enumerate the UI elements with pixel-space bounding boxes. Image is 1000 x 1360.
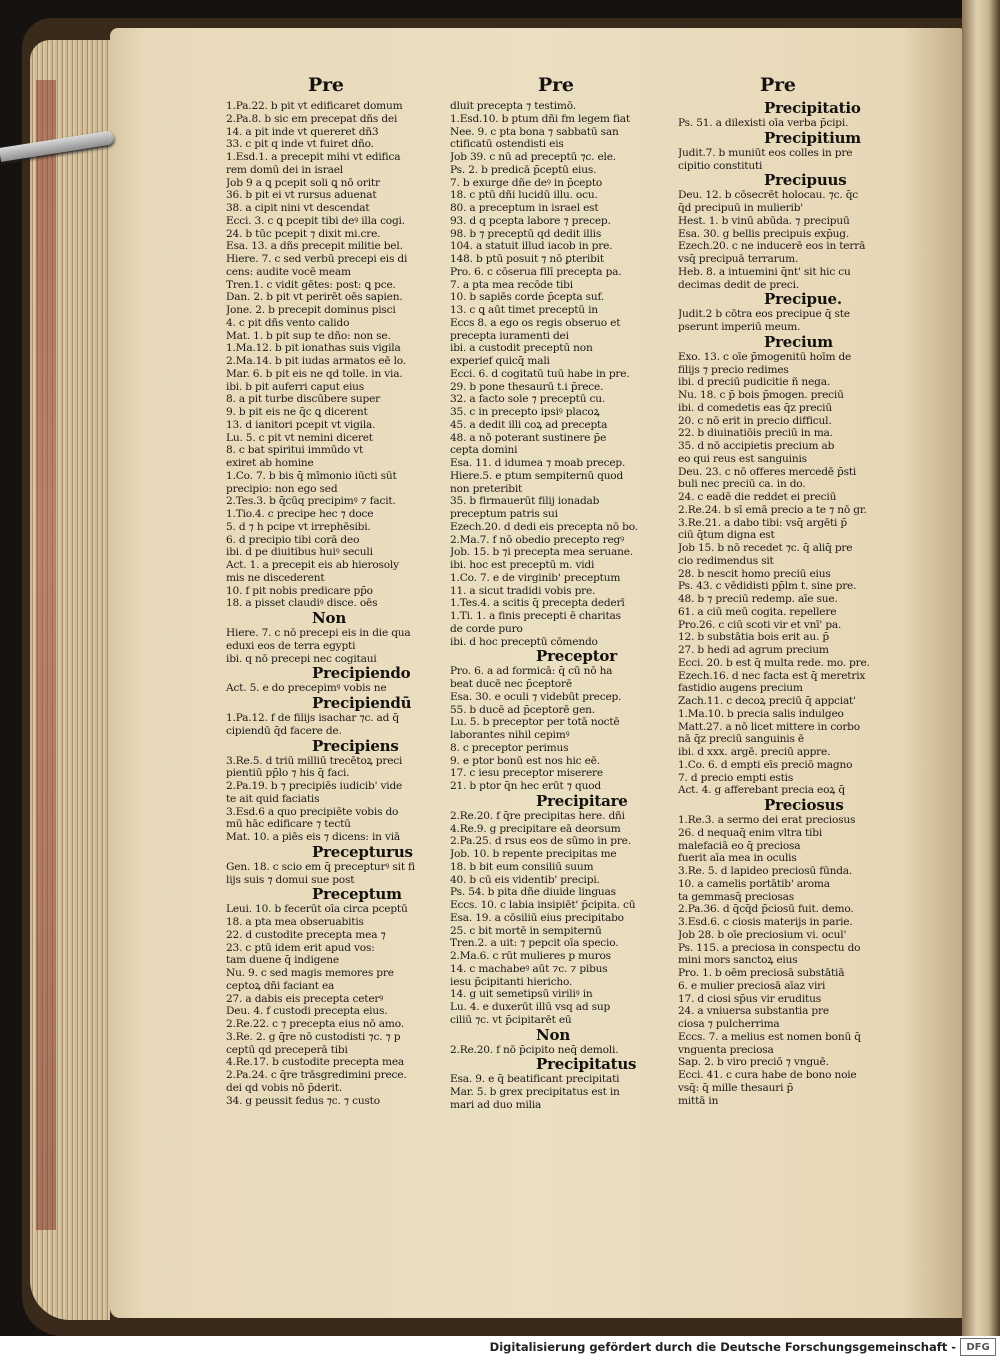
entry-line: 13. c ꝗ aūt timet preceptū in <box>450 304 598 316</box>
entry-line: 2.Re.22. c ⁊ precepta eius nō amo. <box>226 1018 404 1030</box>
entry-line: laborantes nihil cepimꝰ <box>450 729 570 741</box>
entry-line: Zach.11. c decoꝝ preciū q̄ appciat' <box>678 695 856 707</box>
entry-line: lijs suis ⁊ domui sue post <box>226 873 355 886</box>
entry-line: Act. 4. g afferebant precia eoꝝ q̄ <box>678 784 845 797</box>
entry-line: Hiere.5. e ptum sempiternū quod <box>450 469 624 482</box>
entry-line: 28. b nescit homo preciū eius <box>678 567 831 580</box>
entry-line: Pro. 6. c cōserua filī precepta pa. <box>450 265 622 278</box>
entry-line: 24. c eadē die reddet ei preciū <box>678 491 837 503</box>
entry-line: 22. d custodite precepta mea ⁊ <box>226 928 386 941</box>
entry-line: mū hāc edificare ⁊ tectū <box>226 818 351 831</box>
entry-line: Exo. 13. c oīe p̄mogenitū hoīm de <box>678 350 852 363</box>
footer-bar <box>0 1336 1000 1360</box>
entry-line: 1.Pa.12. f de filijs isachar ⁊c. ad q̄ <box>226 712 399 724</box>
entry-line: 1.Esd.10. b ptum dñi fm legem fiat <box>450 112 630 125</box>
entry-line: vsq̄ precipuā terrarum. <box>678 253 799 265</box>
entry-line: Tren.1. c vidit gētes: post: ꝗ pce. <box>226 278 396 291</box>
entry-line: 3.Re.21. a dabo tibi: vsq̄ argēti p̄ <box>678 516 847 529</box>
entry-line: 104. a statuit illud iacob in pre. <box>450 240 613 253</box>
entry-line: 29. b pone thesaurū t.i p̄rece. <box>450 380 604 393</box>
entry-line: 24. a vniuersa substantia pre <box>678 1005 829 1018</box>
entry-line: Tren.2. a uit: ⁊ pepcit oīa specio. <box>450 937 619 950</box>
entry-line: 14. a pit inde vt quereret dñ3 <box>226 125 379 138</box>
entry-heading: Preciosus <box>764 796 844 814</box>
entry-line: Ezech.20. c ne inducerē eos in terrā <box>678 240 866 253</box>
entry-line: Ps. 2. b predicā p̄ceptū eius. <box>450 163 597 176</box>
entry-line: ibi. hoc est preceptū m. vidi <box>450 559 595 571</box>
entry-line: 33. c pit q inde vt fuiret dño. <box>226 138 374 151</box>
entry-line: 10. b sapiēs corde p̄cepta suf. <box>450 291 605 304</box>
entry-line: Nee. 9. c pta bona ⁊ sabbatū san <box>450 125 619 138</box>
entry-line: 8. c bat spiritui immūdo vt <box>226 444 364 457</box>
entry-line: eo qui reus est sanguinis <box>678 452 807 465</box>
entry-line: cepta domini <box>450 444 518 457</box>
entry-line: 2.Pa.25. d rsus eos de sūmo in pre. <box>450 835 631 848</box>
entry-line: Mat. 1. b pit sup te dño: non se. <box>226 329 391 342</box>
column-2 <box>450 70 682 1112</box>
entry-line: 40. b cū eis videntib' precipi. <box>450 873 600 886</box>
entry-line: Sap. 2. b viro preciō ⁊ vnguē. <box>678 1056 829 1069</box>
entry-heading: Precipitium <box>764 128 861 147</box>
entry-line: vsq̄: q̄ mille thesauri p̄ <box>678 1081 794 1094</box>
entry-line: 13. d ianitori pcepit vt vigila. <box>226 418 376 431</box>
entry-line: Mar. 5. b grex precipitatus est in <box>450 1086 620 1098</box>
entry-line: 48. b ⁊ preciū redemp. aīe sue. <box>678 593 838 605</box>
entry-line: Lu. 5. b preceptor per totā noctē <box>450 716 620 729</box>
entry-line: Jone. 2. b precepit dominus pisci <box>226 304 396 316</box>
entry-line: 1.Ti. 1. a finis precepti ē charitas <box>450 610 621 622</box>
entry-line: vnguenta preciosa <box>678 1043 774 1056</box>
entry-line: 36. b pit ei vt rursus aduenat <box>226 189 377 202</box>
entry-line: mini mors sanctoꝝ eius <box>678 954 798 967</box>
entry-line: ibi. b pit auferri caput eius <box>226 380 365 393</box>
entry-line: 24. b tūc pcepit ⁊ dixit mi.cre. <box>226 227 381 240</box>
entry-line: Deu. 23. c nō offeres mercedē p̄sti <box>678 465 857 478</box>
entry-line: Ecci. 3. c ꝗ pcepit tibi deꝰ illa cogi. <box>226 214 405 227</box>
entry-line: 10. a camelis portātib' aroma <box>678 877 830 890</box>
entry-line: mis ne discederent <box>226 571 325 584</box>
entry-line: Hest. 1. b vinū abūda. ⁊ precipuū <box>678 214 850 227</box>
entry-line: Eccs. 10. c labia insipiēt' p̄cipita. cū <box>450 899 636 911</box>
running-header: Pre <box>308 74 344 96</box>
entry-line: buli nec preciū ca. in do. <box>678 478 806 491</box>
entry-line: 35. b firmauerūt filij ionadab <box>450 495 600 508</box>
entry-line: 35. d nō accipietis precium ab <box>678 440 835 452</box>
entry-line: malefaciā eo q̄ preciosa <box>678 839 801 852</box>
entry-line: 1.Ma.12. b pit ionathas suis vigila <box>226 342 401 355</box>
entry-line: cens: audite vocē meam <box>226 265 351 278</box>
entry-line: pientiū pp̄lo ⁊ his q̄ faci. <box>226 767 350 780</box>
entry-heading: Precipitatio <box>764 99 861 117</box>
entry-line: ibi. d xxx. argē. preciū appre. <box>678 746 831 758</box>
entry-line: 2.Pa.36. d q̄cq̄d p̄ciosū fuit. demo. <box>678 903 854 916</box>
entry-line: ciosa ⁊ pulcherrima <box>678 1018 780 1030</box>
entry-line: cipiendū q̄d facere de. <box>226 724 342 737</box>
entry-line: fastidio augens precium <box>678 682 803 695</box>
entry-line: Ecci. 6. d cogitatū tuū habe in pre. <box>450 367 630 380</box>
entry-heading: Precipue. <box>764 290 842 309</box>
entry-line: ibi. d pe diuitibus huiꝰ seculi <box>226 546 373 559</box>
entry-line: 1.Ma.10. b precia salis indulgeo <box>678 707 844 720</box>
entry-line: 38. a cipit nini vt descendat <box>226 202 370 214</box>
entry-line: 61. a ciū meū cogita. repellere <box>678 605 837 618</box>
entry-line: 1.Tio.4. c precipe hec ⁊ doce <box>226 508 374 520</box>
entry-line: Ps. 51. a dilexisti oīa verba p̄cipi. <box>678 117 849 129</box>
entry-line: de corde puro <box>450 622 523 635</box>
entry-line: Judit.7. b muniūt eos colles in pre <box>678 146 853 159</box>
entry-line: 8. a pit turbe discūbere super <box>226 393 381 406</box>
funding-credit: Digitalisierung gefördert durch die Deutsche Forschungsgemeinschaft - <box>489 1340 956 1354</box>
entry-line: 2.Pa.19. b ⁊ precipiēs iudicib' vide <box>226 780 403 792</box>
entry-line: pserunt imperiū meum. <box>678 321 801 333</box>
entry-line: cipitio constituti <box>678 159 763 172</box>
entry-line: 20. c nō erit in precio difficul. <box>678 414 832 427</box>
entry-line: Gen. 18. c scio em q̄ precepturꝰ sit fi <box>226 860 415 873</box>
entry-line: Esa. 9. e q̄ beatificant precipitati <box>450 1073 620 1086</box>
entry-line: Ezech.20. d dedi eis precepta nō bo. <box>450 520 638 533</box>
entry-line: 1.Co. 7. e de virginib' preceptum <box>450 571 621 584</box>
entry-line: 2.Tes.3. b q̄cūq precipimꝰ ⁊ facit. <box>226 495 396 508</box>
entry-heading: Preceptor <box>536 647 617 666</box>
entry-line: 26. d nequaq̄ enim vltra tibi <box>678 826 823 839</box>
entry-line: Matt.27. a nō licet mittere in corbo <box>678 720 860 733</box>
entry-line: 2.Ma.6. c rūt mulieres p muros <box>450 950 611 962</box>
entry-line: Ecci. 41. c cura habe de bono noie <box>678 1069 857 1081</box>
entry-line: Job 28. b oīe preciosium vi. ocul' <box>678 928 847 941</box>
entry-line: 93. d q pcepta labore ⁊ precep. <box>450 214 611 227</box>
entry-line: 6. d precipio tibi corā deo <box>226 533 360 546</box>
entry-line: 18. a pta mea obseruabitis <box>226 916 364 928</box>
entry-line: Esa. 11. d idumea ⁊ moab precep. <box>450 457 626 469</box>
entry-line: Leui. 10. b fecerūt oīa circa pceptū <box>226 903 408 916</box>
entry-line: dei qd̄ vobis nō p̄derit. <box>226 1081 342 1094</box>
entry-line: preceptum patris sui <box>450 508 558 520</box>
entry-line: Nu. 18. c p̄ bois p̄mogen. preciū <box>678 389 844 401</box>
entry-line: 17. d ciosi sp̄us vir eruditus <box>678 992 821 1005</box>
entry-line: 2.Ma.14. b pit iudas armatos eē lo. <box>226 355 406 367</box>
entry-heading: Precipiendū <box>312 694 412 712</box>
entry-line: 55. b ducē ad p̄ceptorē gen. <box>450 703 595 716</box>
entry-line: Pro. 1. b oēm preciosā substātiā <box>678 967 845 979</box>
column-1 <box>226 70 462 1107</box>
entry-line: ceptoꝝ dñi faciant ea <box>226 979 335 992</box>
entry-line: Dan. 2. b pit vt perirēt oēs sapien. <box>226 291 403 304</box>
running-header: Pre <box>760 74 796 96</box>
entry-heading: Precepturus <box>312 842 413 861</box>
entry-line: 23. c ptū idem erit apud vos: <box>226 941 375 954</box>
entry-line: tam duene q̄ indigene <box>226 954 339 967</box>
entry-line: Mat. 10. a piēs eis ⁊ dicens: in viā <box>226 831 401 843</box>
entry-line: Heb. 8. a intuemini q̄nt' sit hic cu <box>678 265 851 278</box>
entry-line: te ait quid faciatis <box>226 792 320 805</box>
entry-line: ciliū ⁊c. vt p̄cipitarēt eū <box>450 1013 572 1026</box>
entry-line: Job. 10. b repente precipitas me <box>450 848 617 860</box>
entry-line: Pro.26. c ciū scoti vir et vnī' pa. <box>678 618 842 631</box>
entry-line: Esa. 30. e oculi ⁊ videbūt precep. <box>450 690 622 703</box>
entry-line: 17. c iesu preceptor miserere <box>450 767 603 780</box>
entry-line: 25. c bit mortē in sempiternū <box>450 924 602 937</box>
entry-line: 80. a preceptum in israel est <box>450 202 599 214</box>
entry-line: Job 9 a ꝗ pcepit soli ꝗ nō oritr <box>226 176 380 189</box>
entry-line: decimas dedit de preci. <box>678 278 800 291</box>
entry-line: 14. g uit semetipsū viriliꝰ in <box>450 988 593 1001</box>
entry-line: eduxi eos de terra egypti <box>226 639 356 652</box>
entry-line: Esa. 19. a cōsiliū eius precipitabo <box>450 911 624 924</box>
entry-heading: Preceptum <box>312 885 402 904</box>
entry-heading: Precipuus <box>764 171 847 190</box>
entry-line: 35. c in precepto ipsiꝰ placoꝝ <box>450 406 600 418</box>
entry-line: precepta iuramenti dei <box>450 329 569 342</box>
entry-line: 18. b bit eum consiliū suum <box>450 860 594 873</box>
entry-line: rem domū dei in israel <box>226 163 343 176</box>
entry-line: 1.Pa.22. b pit vt edificaret domum <box>226 100 403 112</box>
red-edge-stain <box>36 80 56 1230</box>
entry-line: 8. c preceptor perimus <box>450 741 569 754</box>
entry-line: fuerit aīa mea in oculis <box>678 852 797 865</box>
entry-line: Hiere. 7. c nō precepi eis in die qua <box>226 627 411 639</box>
column-text <box>226 100 462 1107</box>
entry-line: Nu. 9. c sed magis memores pre <box>226 967 394 979</box>
entry-line: 4. c pit dñs vento calido <box>226 316 350 329</box>
entry-line: Eccs. 7. a melius est nomen bonū q̄ <box>678 1030 861 1043</box>
entry-line: 3.Re.5. d triū milliū trecētoꝝ preci <box>226 754 403 767</box>
entry-line: 12. b substātia bois erit au. p̄ <box>678 631 829 644</box>
entry-line: 2.Re.20. f q̄re precipitas here. dñi <box>450 809 625 822</box>
entry-line: ta gemmasq̄ preciosas <box>678 890 794 903</box>
entry-heading: Precipitare <box>536 791 628 810</box>
entry-line: experief quicq̄ mali <box>450 355 550 367</box>
entry-line: 4.Re.17. b custodite precepta mea <box>226 1056 405 1069</box>
entry-line: dluit precepta ⁊ testimō. <box>450 100 577 112</box>
entry-line: 32. a facto sole ⁊ preceptū cu. <box>450 393 606 406</box>
entry-line: Job 39. c nū ad preceptū ⁊c. ele. <box>450 151 616 163</box>
entry-line: 10. f pit nobis predicare pp̄o <box>226 584 373 597</box>
entry-line: 22. b diuinatiōis preciū in ma. <box>678 427 833 440</box>
column-3 <box>678 70 896 1107</box>
entry-line: 5. d ⁊ h pcipe vt irrephēsibi. <box>226 520 371 533</box>
entry-line: 6. e mulier preciosā aīaz viri <box>678 979 826 992</box>
entry-line: 4.Re.9. g precipitare eā deorsum <box>450 822 621 835</box>
entry-line: beat ducē nec p̄ceptorē <box>450 678 572 690</box>
entry-line: ceptū qd̄ preceperā tibi <box>226 1043 348 1056</box>
entry-line: ctificatū ostendisti eis <box>450 138 564 151</box>
gutter-right-page-edge <box>962 0 1000 1336</box>
entry-heading: Precipiens <box>312 736 399 755</box>
entry-line: 18. c ptū dñi lucidū illu. ocu. <box>450 189 598 202</box>
entry-heading: Precipitatus <box>536 1055 637 1074</box>
entry-line: 27. b hedi ad agrum precium <box>678 644 829 656</box>
entry-line: exiret ab homine <box>226 457 314 469</box>
column-text <box>678 100 896 1107</box>
entry-line: ibi. d comedetis eas q̄z preciū <box>678 401 832 414</box>
entry-line: mari ad duo milia <box>450 1098 542 1111</box>
entry-line: Mar. 6. b pit eis ne qd tolle. in via. <box>226 367 403 380</box>
entry-line: 48. a nō poterant sustinere p̄e <box>450 431 607 444</box>
entry-line: ibi. d hoc preceptū cōmendo <box>450 635 598 648</box>
entry-line: Deu. 12. b cōsecrēt holocau. ⁊c. q̄c <box>678 189 859 202</box>
entry-line: 2.Re.20. f nō p̄cipito neq̄ demoli. <box>450 1043 619 1056</box>
entry-line: Hiere. 7. c sed verbū precepi eis di <box>226 253 408 265</box>
entry-line: 148. b ptū posuit ⁊ nō ꝑteribit <box>450 253 604 265</box>
entry-line: 34. g peussit fedus ⁊c. ⁊ custo <box>226 1094 380 1107</box>
entry-line: nā q̄z preciū sanguinis ē <box>678 733 804 746</box>
entry-line: Ecci. 20. b est q̄ multa rede. mo. pre. <box>678 656 870 669</box>
entry-line: Eccs 8. a ego os regis obseruo et <box>450 316 621 329</box>
entry-line: ibi. d preciū pudicitie ñ nega. <box>678 376 830 389</box>
entry-line: 1.Tes.4. a scitis q̄ precepta dederī <box>450 597 625 610</box>
entry-heading: Precipiendo <box>312 664 411 683</box>
entry-line: 7. b exurge dñe deꝰ in p̄cepto <box>450 176 603 189</box>
entry-line: 7. d precio empti estis <box>678 771 794 784</box>
entry-line: Deu. 4. f custodi precepta eius. <box>226 1005 388 1018</box>
entry-line: 1.Co. 6. d empti eīs preciō magno <box>678 758 853 771</box>
entry-line: non preteribit <box>450 482 523 495</box>
entry-line: Esa. 13. a dñs precepit militie bel. <box>226 240 403 253</box>
entry-heading: Non <box>312 609 347 627</box>
entry-line: filijs ⁊ precio redimes <box>678 363 789 376</box>
entry-line: 11. a sicut tradidi vobis pre. <box>450 584 596 597</box>
entry-line: 45. a dedit illi coꝝ ad precepta <box>450 418 608 431</box>
entry-line: 21. b ptor q̄n hec erūt ⁊ quod <box>450 780 601 792</box>
entry-line: Judit.2 b cōtra eos precipue q̄ ste <box>678 308 850 321</box>
entry-line: 3.Esd.6 a quo precipiēte vobis do <box>226 805 399 818</box>
entry-line: 3.Re. 5. d lapideo preciosū fūnda. <box>678 865 853 877</box>
entry-heading: Precium <box>764 332 833 351</box>
entry-line: 27. a dabis eis precepta ceterꝰ <box>226 992 384 1005</box>
entry-line: Ps. 115. a preciosa in conspectu do <box>678 941 861 954</box>
entry-line: ciū q̄tum digna est <box>678 529 775 542</box>
entry-line: Act. 5. e do precepimꝰ vobis ne <box>226 682 387 695</box>
entry-line: 18. a pisset claudiꝰ disce. oēs <box>226 597 378 610</box>
column-text <box>450 100 682 1112</box>
entry-line: Ps. 54. b pita dñe diuide linguas <box>450 886 616 899</box>
entry-line: 14. c machabeꝰ aūt ⁊c. ⁊ pibus <box>450 962 608 975</box>
entry-line: 9. e ptor bonū est nos hic eē. <box>450 754 600 767</box>
entry-line: 1.Esd.1. a precepit mihi vt edifica <box>226 151 401 163</box>
entry-line: 2.Ma.7. f nō obedio precepto regꝰ <box>450 533 624 546</box>
entry-line: q̄d precipuū in mulierib' <box>678 202 803 214</box>
entry-line: 1.Co. 7. b bis q̄ mīmonio iūcti sūt <box>226 469 397 482</box>
entry-line: Lu. 4. e duxerūt illū vsq ad sup <box>450 1001 611 1013</box>
entry-line: 3.Esd.6. c ciosis materijs in parie. <box>678 916 853 928</box>
entry-line: precipio: non ego sed <box>226 482 338 495</box>
entry-line: Act. 1. a precepit eis ab hierosoly <box>226 559 399 571</box>
entry-line: 98. b ⁊ preceptū qd̄ dedit illis <box>450 227 602 240</box>
entry-line: 2.Pa.8. b sic em precepat dñs dei <box>226 112 398 125</box>
entry-line: ibi. a custodit preceptū non <box>450 342 593 355</box>
entry-line: Job. 15. b ⁊i precepta mea seruane. <box>450 546 633 559</box>
entry-line: Pro. 6. a ad formicā: q̄ cū nō ha <box>450 665 613 678</box>
entry-line: cio redimendus sit <box>678 554 774 567</box>
entry-line: mittā in <box>678 1094 719 1107</box>
dfg-logo: DFG <box>960 1338 996 1356</box>
running-header: Pre <box>538 74 574 96</box>
entry-line: 2.Pa.24. c q̄re trāsgredimini prece. <box>226 1069 407 1081</box>
entry-line: iesu p̄cipitanti hiericho. <box>450 975 573 988</box>
entry-line: 3.Re. 2. g q̄re nō custodisti ⁊c. ⁊ p <box>226 1030 401 1043</box>
entry-line: Ps. 43. c vēdidisti pp̄lm t. sine pre. <box>678 580 857 593</box>
entry-line: 2.Re.24. b sī emā precio a te ⁊ nō gr. <box>678 503 867 516</box>
entry-heading: Non <box>536 1025 571 1044</box>
entry-line: Job 15. b nō recedet ⁊c. q̄ aliq̄ pre <box>678 542 853 554</box>
entry-line: 1.Re.3. a sermo dei erat preciosus <box>678 814 856 826</box>
entry-line: Lu. 5. c pit vt nemini diceret <box>226 431 373 444</box>
entry-line: 9. b pit eis ne q̄c ꝗ dicerent <box>226 406 368 418</box>
entry-line: Ezech.16. d nec facta est q̄ meretrix <box>678 669 866 682</box>
entry-line: 7. a pta mea recōde tibi <box>450 278 573 291</box>
entry-line: ibi. q nō precepi nec cogitaui <box>226 652 377 665</box>
entry-line: Esa. 30. g bellis precipuis exp̄ug. <box>678 227 850 240</box>
